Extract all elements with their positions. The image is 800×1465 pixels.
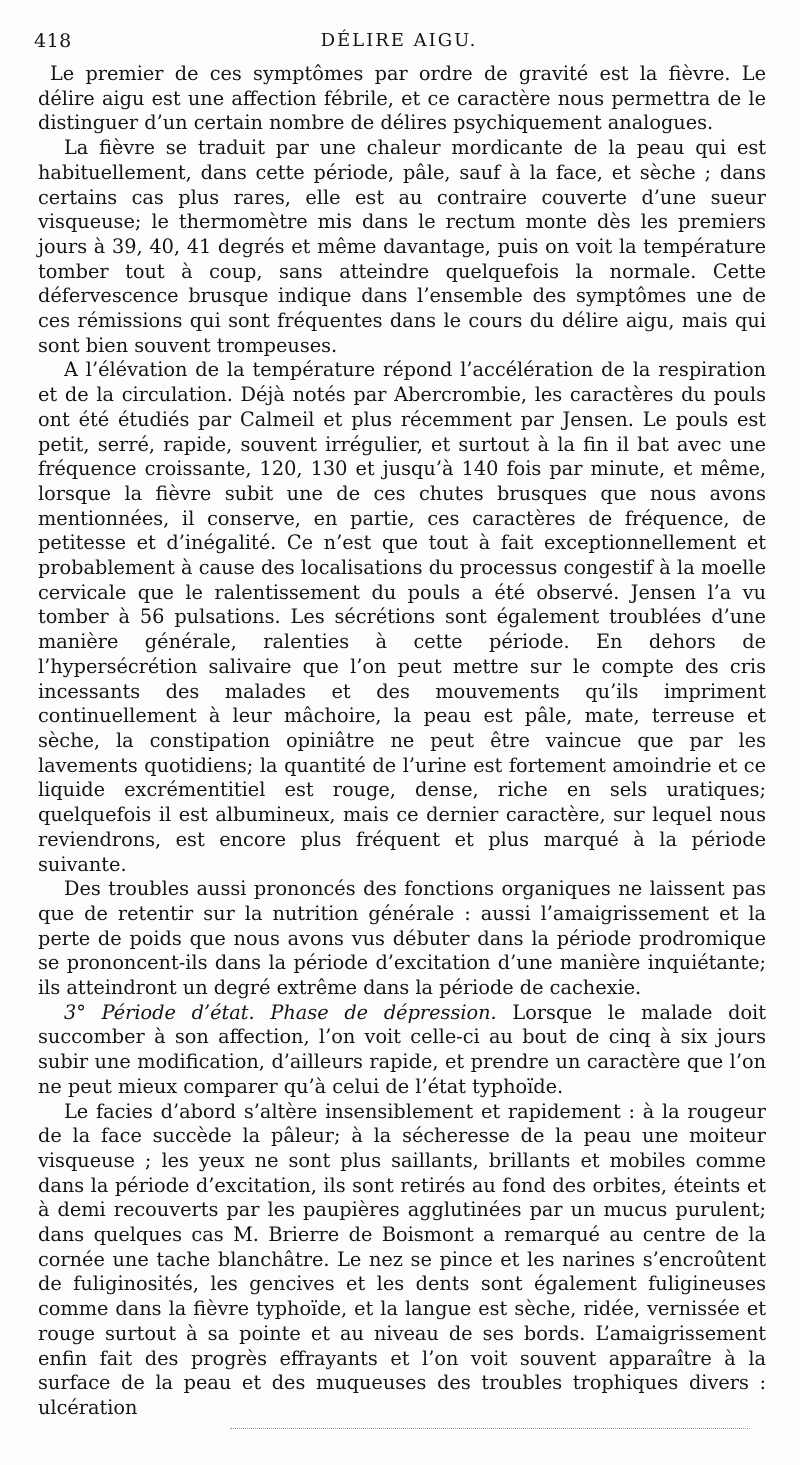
page-header: [34, 30, 764, 58]
paragraph-pulse-secretions: A l’élévation de la température répond l’accélération de la respiration et de la circulation. Déjà notés par Abercrombie, les caractères du pouls ont été étudiés par Calmeil et plus récemment par Jensen. Le pouls est petit, serré, rapide, souvent irrégulier, et surtout à la fin il bat avec une fréquence croissante, 120, 130 et jusqu’à 140 fois par minute, et même, lorsque la fièvre subit une de ces chutes brusques que nous avons mentionnées, il conserve, en partie, ces caractères de fréquence, de petitesse et d’inégalité. Ce n’est que tout à fait exceptionnellement et probablement à cause des localisations du processus congestif à la moelle cervicale que le ralentissement du pouls a été observé. Jensen l’a vu tomber à 56 pulsations. Les sécrétions sont également troublées d’une manière générale, ralenties à cette période. En dehors de l’hypersécrétion salivaire que l’on peut mettre sur le compte des cris incessants des malades et des mouvements qu’ils impriment continuellement à leur mâchoire, la peau est pâle, mate, terreuse et sèche, la constipation opiniâtre ne peut être vaincue que par les lavements quotidiens; la quantité de l’urine est fortement amoindrie et ce liquide excrémentitiel est rouge, dense, riche en sels uratiques; quelquefois il est albumineux, mais ce dernier caractère, sur lequel nous reviendrons, est encore plus fréquent et plus marqué à la période suivante.: [38, 358, 766, 876]
running-title: DÉLIRE AIGU.: [320, 30, 478, 51]
paragraph-nutrition: Des troubles aussi prononcés des fonctions organiques ne laissent pas que de retentir sur la nutrition générale : aussi l’amaigrissement et la perte de poids que nous avons vus débuter dans la période prodromique se prononcent-ils dans la période d’excitation d’une manière inquiétante; ils atteindront un degré extrême dans la période de cachexie.: [38, 877, 766, 1000]
body-text: [38, 62, 766, 1421]
section-title: Phase de dépression.: [270, 1000, 497, 1024]
section-text: Lorsque le malade doit succomber à son affection, l’on voit celle-ci au bout de cinq à six jours subir une modification, d’ailleurs rapide, et prendre un caractère que l’on ne peut mieux comparer qu’à celui de l’état typhoïde.: [38, 1000, 766, 1098]
scan-noise-line: [230, 1428, 750, 1431]
paragraph-facies: Le facies d’abord s’altère insensiblement et rapidement : à la rougeur de la face succède la pâleur; à la sécheresse de la peau une moiteur visqueuse ; les yeux ne sont plus saillants, brillants et mobiles comme dans la période d’excitation, ils sont retirés au fond des orbites, éteints et à demi recouverts par les paupières agglutinées par un mucus purulent; dans quelques cas M. Brierre de Boismont a remarqué au centre de la cornée une tache blanchâtre. Le nez se pince et les narines s’encroûtent de fuliginosités, les gencives et les dents sont également fuligineuses comme dans la fièvre typhoïde, et la langue est sèche, ridée, vernissée et rouge surtout à sa pointe et au niveau de ses bords. L’amaigrissement enfin fait des progrès effrayants et l’on voit souvent apparaître à la surface de la peau et des muqueuses des troubles trophiques divers : ulcération: [38, 1099, 766, 1419]
page-number: 418: [34, 30, 72, 52]
section-label: 3° Période d’état.: [64, 1000, 255, 1024]
section-period-of-state: [38, 1001, 766, 1100]
paragraph-fever-intro: Le premier de ces symptômes par ordre de gravité est la fièvre. Le délire aigu est une affection fébrile, et ce caractère nous permettra de le distinguer d’un certain nombre de délires psychiquement analogues.: [38, 62, 766, 135]
paragraph-fever-details: La fièvre se traduit par une chaleur mordicante de la peau qui est habituellement, dans cette période, pâle, sauf à la face, et sèche ; dans certains cas plus rares, elle est au contraire couverte d’une sueur visqueuse; le thermomètre mis dans le rectum monte dès les premiers jours à 39, 40, 41 degrés et même davantage, puis on voit la température tomber tout à coup, sans atteindre quelquefois la normale. Cette défervescence brusque indique dans l’ensemble des symptômes une de ces rémissions qui sont fréquentes dans le cours du délire aigu, mais qui sont bien souvent trompeuses.: [38, 136, 766, 357]
